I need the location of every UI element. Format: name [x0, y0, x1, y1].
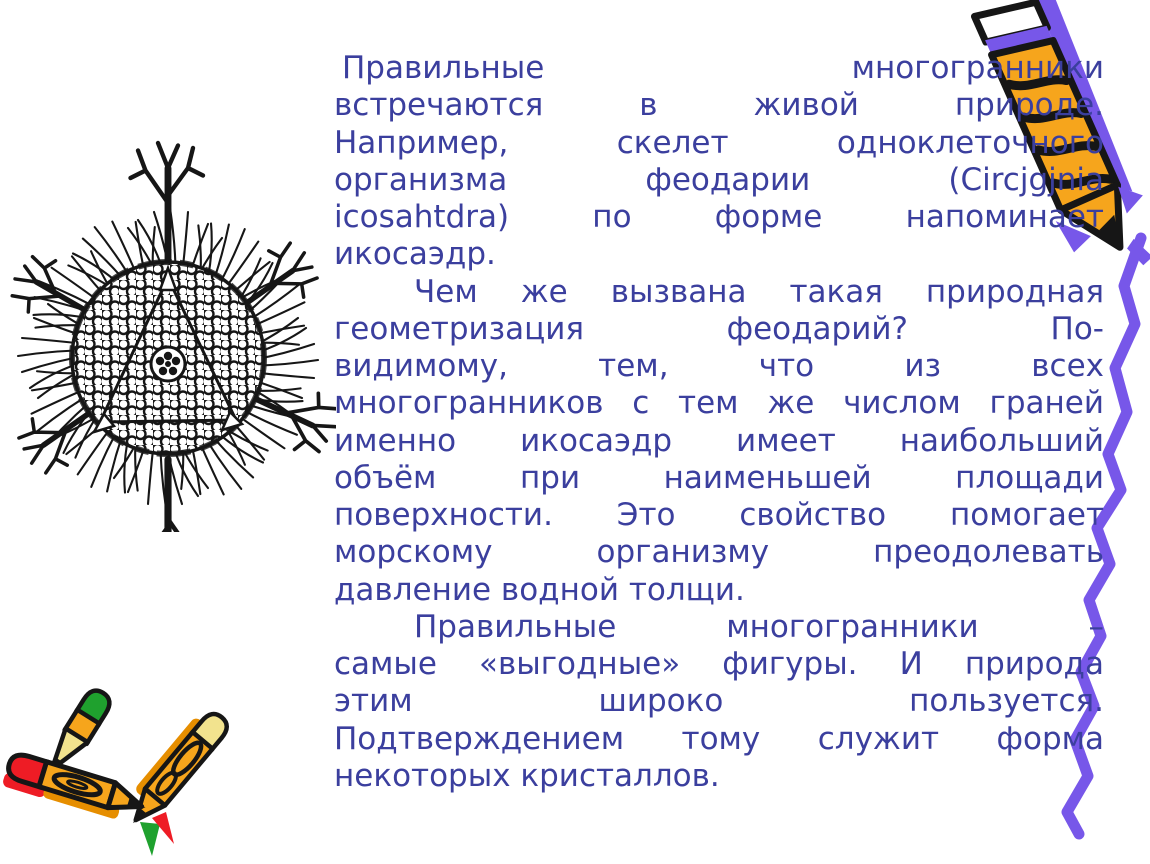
- text-line: икосаэдр.: [334, 236, 496, 273]
- text-line: Например, скелет одноклеточного: [334, 124, 1104, 161]
- crayon-red: [2, 751, 150, 828]
- text-line: этим широко пользуется.: [334, 683, 1104, 720]
- crayon-green-wedge: [140, 822, 160, 856]
- text-line: давление водной толщи.: [334, 571, 745, 608]
- radiolarian-body: [72, 262, 264, 454]
- text-line: именно икосаэдр имеет наибольший: [334, 422, 1104, 459]
- text-line: геометризация феодарий? По-: [334, 310, 1104, 347]
- text-line: некоторых кристаллов.: [334, 757, 720, 794]
- crayon-yellow: [117, 704, 232, 832]
- crayons-clipart: [2, 682, 242, 864]
- text-line: Чем же вызвана такая природная: [414, 273, 1104, 310]
- text-line: видимому, тем, что из всех: [334, 348, 1104, 384]
- text-line: самые «выгодные» фигуры. И природа: [334, 646, 1104, 682]
- paragraph-3: [334, 609, 1104, 795]
- text-line: организма феодарии (Circjgjnia: [334, 161, 1104, 198]
- text-line: многогранников с тем же числом граней: [334, 385, 1104, 422]
- body-text: [334, 50, 1104, 795]
- text-line: icosahtdra) по форме напоминает: [334, 199, 1104, 235]
- text-line: Подтверждением тому служит форма: [334, 720, 1104, 757]
- paragraph-1: [334, 50, 1104, 274]
- radiolarian-engraving: [0, 130, 336, 532]
- text-line: морскому организму преодолевать: [334, 534, 1104, 571]
- text-line: объём при наименьшей площади: [334, 459, 1104, 496]
- text-line: Правильные многогранники: [342, 50, 1104, 86]
- paragraph-2: [334, 274, 1104, 609]
- text-line: Правильные многогранники –: [414, 608, 1104, 645]
- text-line: поверхности. Это свойство помогает: [334, 497, 1104, 533]
- text-line: встречаются в живой природе.: [334, 87, 1104, 124]
